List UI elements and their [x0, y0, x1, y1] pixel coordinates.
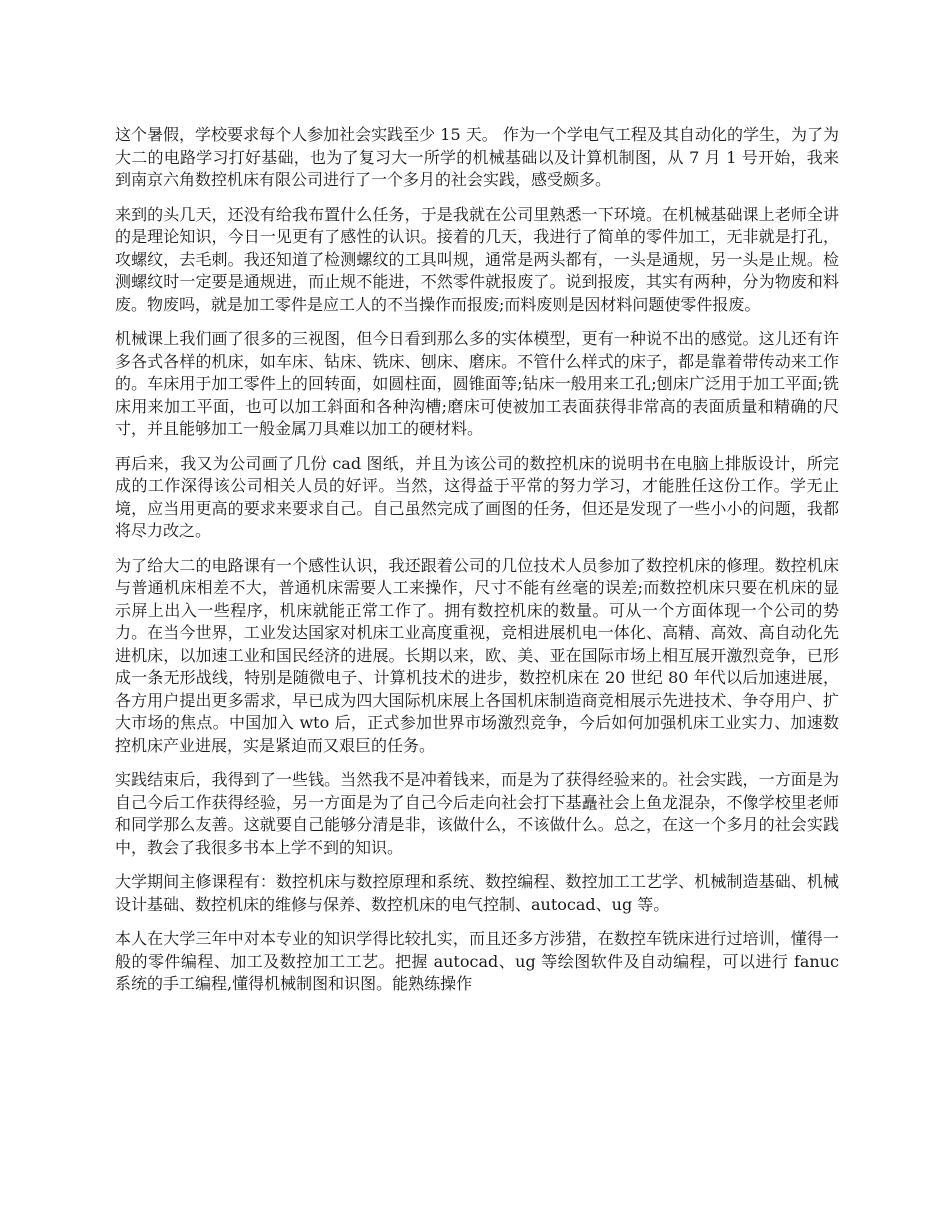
paragraph-6: 实践结束后，我得到了一些钱。当然我不是冲着钱来，而是为了获得经验来的。社会实践，一方面是为自己今后工作获得经验，另一方面是为了自己今后走向社会打下基矗社会上鱼龙混杂，不像学校里老师和同学那么友善。这就要自己能够分清是非，该做什么，不该做什么。总之，在这一个多月的社会实践中，教会了我很多书本上学不到的知识。	[115, 770, 839, 857]
paragraph-1: 这个暑假，学校要求每个人参加社会实践至少 15 天。 作为一个学电气工程及其自动化的学生，为了为大二的电路学习打好基础，也为了复习大一所学的机械基础以及计算机制图，从 7 月 1 号开始，我来到南京六角数控机床有限公司进行了一个多月的社会实践，感受颇多。	[115, 125, 839, 189]
paragraph-5: 为了给大二的电路课有一个感性认识，我还跟着公司的几位技术人员参加了数控机床的修理。数控机床与普通机床相差不大，普通机床需要人工来操作，尺寸不能有丝毫的误差;而数控机床只要在机床的显示屏上出入一些程序，机床就能正常工作了。拥有数控机床的数量。可从一个方面体现一个公司的势力。在当今世界，工业发达国家对机床工业高度重视，竞相进展机电一体化、高精、高效、高自动化先进机床，以加速工业和国民经济的进展。长期以来，欧、美、亚在国际市场上相互展开激烈竞争，已形成一条无形战线，特别是随微电子、计算机技术的进步，数控机床在 20 世纪 80 年代以后加速进展，各方用户提出更多需求，早已成为四大国际机床展上各国机床制造商竞相展示先进技术、争夺用户、扩大市场的焦点。中国加入 wto 后，正式参加世界市场激烈竞争，今后如何加强机床工业实力、加速数控机床产业进展，实是紧迫而又艰巨的任务。	[115, 555, 839, 755]
paragraph-2: 来到的头几天，还没有给我布置什么任务，于是我就在公司里熟悉一下环境。在机械基础课上老师全讲的是理论知识，今日一见更有了感性的认识。接着的几天，我进行了简单的零件加工，无非就是打孔，攻螺纹，去毛刺。我还知道了检测螺纹的工具叫规，通常是两头都有，一头是通规，另一头是止规。检测螺纹时一定要是通规进，而止规不能进，不然零件就报废了。说到报废，其实有两种，分为物废和料废。物废吗，就是加工零件是应工人的不当操作而报废;而料废则是因材料问题使零件报废。	[115, 204, 839, 314]
paragraph-7: 大学期间主修课程有：数控机床与数控原理和系统、数控编程、数控加工工艺学、机械制造基础、机械设计基础、数控机床的维修与保养、数控机床的电气控制、autocad、ug 等。	[115, 872, 839, 914]
document-page	[115, 124, 839, 1008]
paragraph-3: 机械课上我们画了很多的三视图，但今日看到那么多的实体模型，更有一种说不出的感觉。这儿还有许多各式各样的机床，如车床、钻床、铣床、刨床、磨床。不管什么样式的床子，都是靠着带传动来工作的。车床用于加工零件上的回转面，如圆柱面，圆锥面等;钻床一般用来工孔;刨床广泛用于加工平面;铣床用来加工平面，也可以加工斜面和各种沟槽;磨床可使被加工表面获得非常高的表面质量和精确的尺寸，并且能够加工一般金属刀具难以加工的硬材料。	[115, 329, 839, 438]
paragraph-8: 本人在大学三年中对本专业的知识学得比较扎实，而且还多方涉猎，在数控车铣床进行过培训，懂得一般的零件编程、加工及数控加工工艺。把握 autocad、ug 等绘图软件及自动编程，可以进行 fanuc 系统的手工编程,懂得机械制图和识图。能熟练操作	[115, 929, 839, 993]
paragraph-4: 再后来，我又为公司画了几份 cad 图纸，并且为该公司的数控机床的说明书在电脑上排版设计，所完成的工作深得该公司相关人员的好评。当然，这得益于平常的努力学习，才能胜任这份工作。学无止境，应当用更高的要求来要求自己。自己虽然完成了画图的任务，但还是发现了一些小小的问题，我都将尽力改之。	[115, 453, 839, 540]
